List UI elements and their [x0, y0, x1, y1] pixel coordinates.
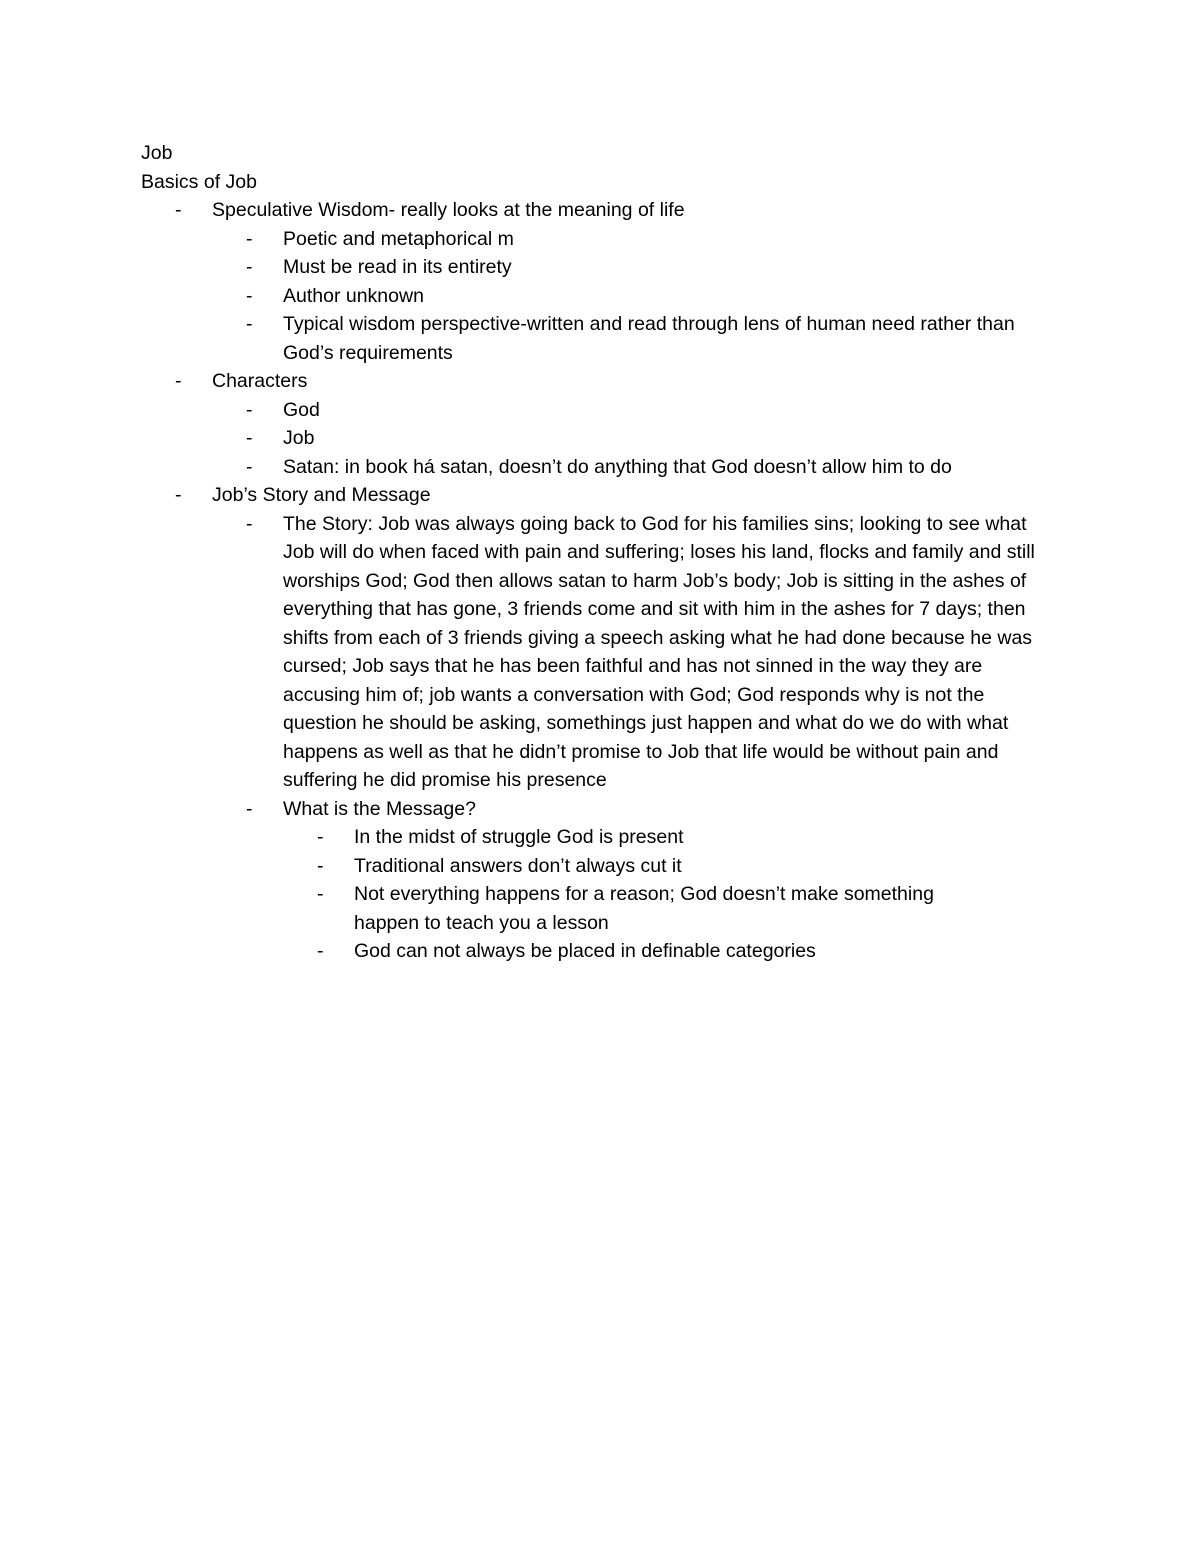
list-item-characters — [141, 367, 1061, 481]
list-item — [212, 396, 1061, 425]
bullet-dash: - — [246, 284, 253, 307]
list-item — [283, 937, 1061, 966]
list-item-label: What is the Message? — [283, 797, 476, 820]
list-item — [212, 225, 1061, 254]
list-item-text: Typical wisdom perspective-written and read through lens of human need rather than God’s requirements — [283, 313, 1015, 364]
document-body — [141, 139, 1061, 966]
list-item — [212, 253, 1061, 282]
list-item-text: Traditional answers don’t always cut it — [354, 854, 682, 877]
sub-list — [212, 396, 1061, 482]
sub-sub-list — [283, 823, 1061, 966]
bullet-dash: - — [317, 826, 324, 848]
bullet-dash: - — [246, 227, 253, 250]
list-item — [212, 453, 1061, 482]
list-item-label: Characters — [212, 370, 308, 392]
story-paragraph: The Story: Job was always going back to God for his families sins; looking to see what Job will do when faced with pain and suffering; loses his land, flocks and family and still worships God; God then allows satan to harm Job’s body; Job is sitting in the ashes of everything that has gone, 3 friends come and sit with him in the ashes for 7 days; then shifts from each of 3 friends giving a speech asking what he had done because he was cursed; Job says that he has been faithful and has not sinned in the way they are accusing him of; job wants a conversation with God; God responds why is not the question he should be asking, somethings just happen and what do we do with what happens as well as that he didn’t promise to Job that life would be without pain and suffering he did promise his presence — [283, 512, 1035, 791]
bullet-dash: - — [246, 313, 253, 335]
list-item-text: In the midst of struggle God is present — [354, 826, 684, 848]
list-item — [212, 282, 1061, 311]
list-item-text: Author unknown — [283, 284, 424, 307]
top-level-list — [141, 196, 1061, 966]
list-item-text: God — [283, 398, 320, 421]
section-heading: Basics of Job — [141, 170, 257, 193]
bullet-dash: - — [175, 370, 182, 392]
list-item-story-and-message — [141, 481, 1061, 966]
bullet-dash: - — [246, 455, 253, 478]
list-item — [212, 310, 1061, 367]
list-item — [283, 852, 1061, 881]
sub-list — [212, 225, 1061, 368]
list-item-label: Speculative Wisdom- really looks at the meaning of life — [212, 199, 685, 221]
list-item — [283, 823, 1061, 852]
list-item-text: Poetic and metaphorical m — [283, 227, 514, 250]
bullet-dash: - — [246, 512, 253, 535]
bullet-dash: - — [317, 940, 324, 962]
list-item-text: Satan: in book há satan, doesn’t do anything that God doesn’t allow him to do — [283, 455, 952, 478]
list-item-text: Not everything happens for a reason; God doesn’t make something happen to teach you a lesson — [354, 883, 934, 934]
sub-list — [212, 510, 1061, 966]
list-item-speculative-wisdom — [141, 196, 1061, 367]
list-item — [212, 424, 1061, 453]
bullet-dash: - — [246, 256, 253, 278]
list-item-text: Must be read in its entirety — [283, 256, 512, 278]
list-item-text: God can not always be placed in definable categories — [354, 940, 816, 962]
list-item-story — [212, 510, 1061, 795]
bullet-dash: - — [246, 797, 253, 820]
list-item-message — [212, 795, 1061, 966]
bullet-dash: - — [175, 484, 182, 506]
list-item-text: Job — [283, 427, 315, 449]
list-item — [283, 880, 1061, 937]
bullet-dash: - — [175, 199, 182, 221]
bullet-dash: - — [246, 427, 253, 449]
bullet-dash: - — [246, 398, 253, 421]
document-title: Job — [141, 142, 173, 164]
bullet-dash: - — [317, 854, 324, 877]
bullet-dash: - — [317, 883, 324, 905]
list-item-label: Job’s Story and Message — [212, 484, 431, 506]
